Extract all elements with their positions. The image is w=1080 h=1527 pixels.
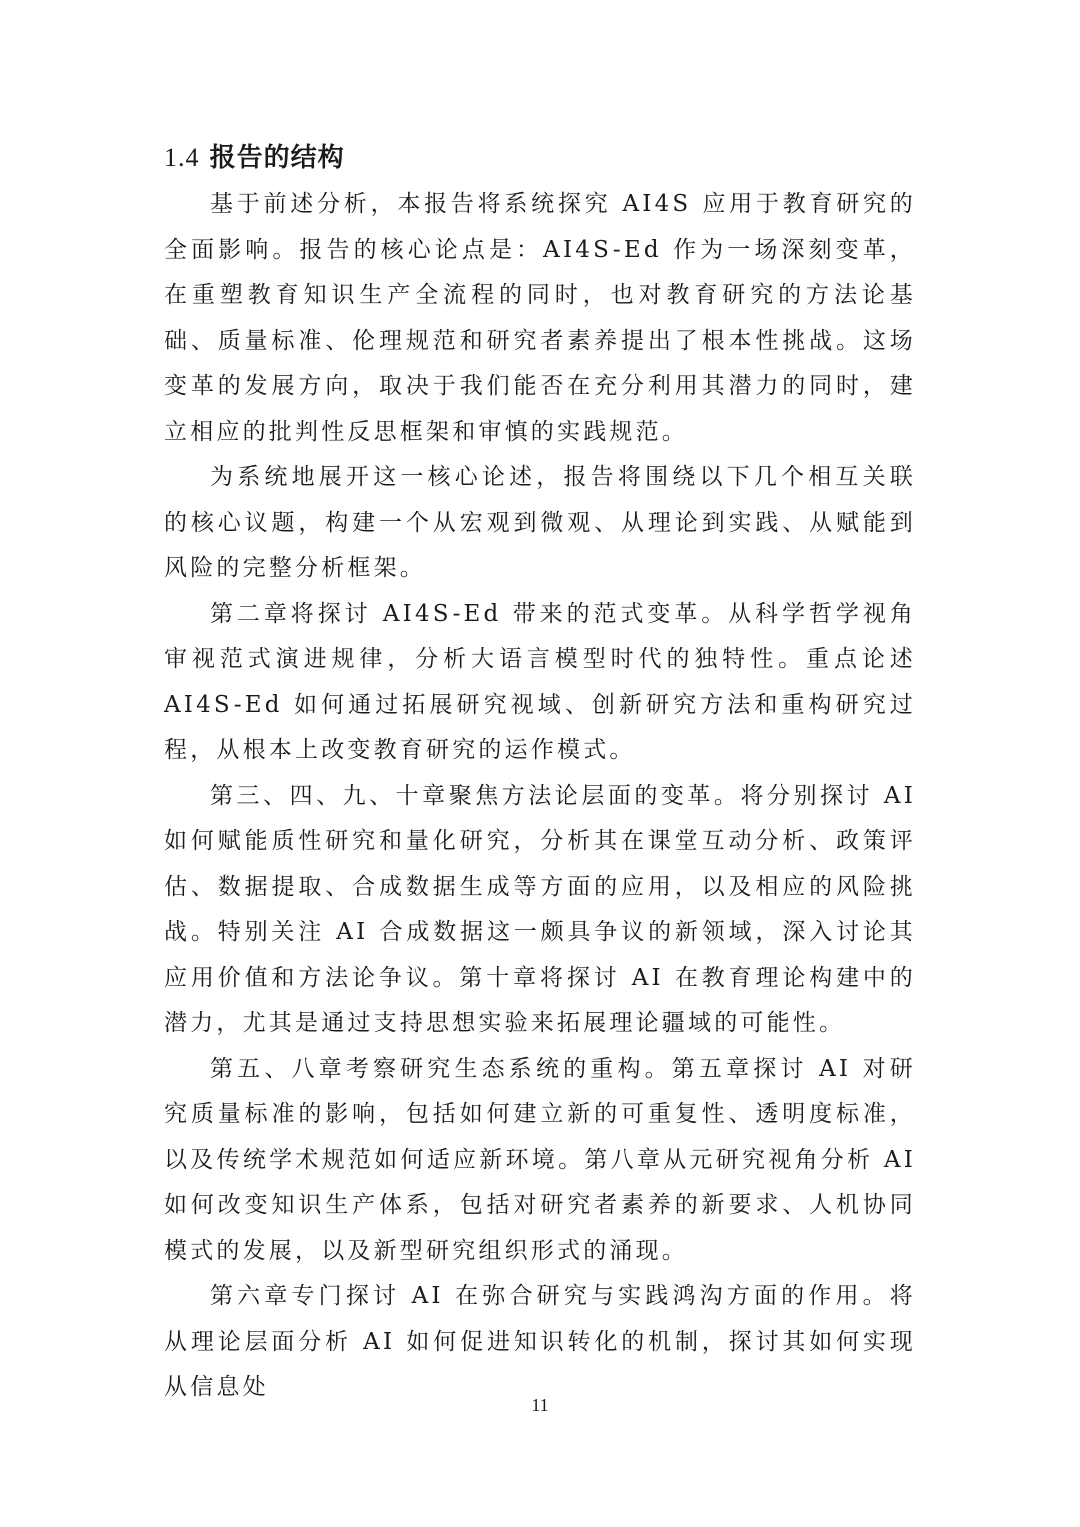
page-number: 11 xyxy=(531,1395,549,1415)
paragraph-chapters-3-4-9-10: 第三、四、九、十章聚焦方法论层面的变革。将分别探讨 AI 如何赋能质性研究和量化研究，分析其在课堂互动分析、政策评估、数据提取、合成数据生成等方面的应用，以及相应的风险挑战。特别关注 AI 合成数据这一颇具争议的新领域，深入讨论其应用价值和方法论争议。第十章将探讨 AI 在教育理论构建中的潜力，尤其是通过支持思想实验来拓展理论疆域的可能性。 xyxy=(164,782,916,1036)
paragraph-framework: 为系统地展开这一核心论述，报告将围绕以下几个相互关联的核心议题，构建一个从宏观到微观、从理论到实践、从赋能到风险的完整分析框架。 xyxy=(164,464,916,581)
section-title: 报告的结构 xyxy=(209,143,345,173)
paragraph-chapters-5-8: 第五、八章考察研究生态系统的重构。第五章探讨 AI 对研究质量标准的影响，包括如何建立新的可重复性、透明度标准，以及传统学术规范如何适应新环境。第八章从元研究视角分析 AI 如何改变知识生产体系，包括对研究者素养的新要求、人机协同模式的发展，以及新型研究组织形式的涌现。 xyxy=(164,1055,916,1264)
section-number: 1.4 xyxy=(164,143,200,172)
page-content xyxy=(164,138,916,1411)
section-heading xyxy=(164,138,916,178)
paragraph-intro: 基于前述分析，本报告将系统探究 AI4S 应用于教育研究的全面影响。报告的核心论点是：AI4S-Ed 作为一场深刻变革，在重塑教育知识生产全流程的同时，也对教育研究的方法论基础、质量标准、伦理规范和研究者素养提出了根本性挑战。这场变革的发展方向，取决于我们能否在充分利用其潜力的同时，建立相应的批判性反思框架和审慎的实践规范。 xyxy=(164,191,916,445)
paragraph-chapter-2: 第二章将探讨 AI4S-Ed 带来的范式变革。从科学哲学视角审视范式演进规律，分析大语言模型时代的独特性。重点论述 AI4S-Ed 如何通过拓展研究视域、创新研究方法和重构研究过程，从根本上改变教育研究的运作模式。 xyxy=(164,600,916,763)
paragraph-chapter-6: 第六章专门探讨 AI 在弥合研究与实践鸿沟方面的作用。将从理论层面分析 AI 如何促进知识转化的机制，探讨其如何实现从信息处 xyxy=(164,1283,916,1400)
